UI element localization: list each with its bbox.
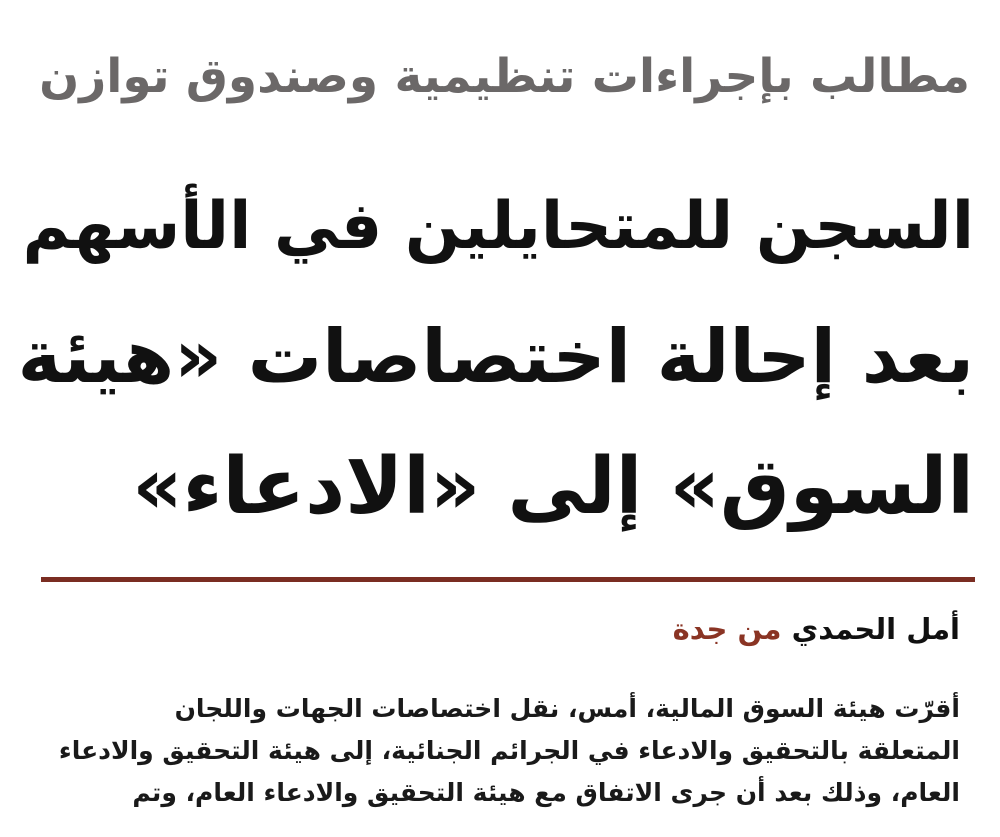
byline xyxy=(673,606,960,652)
body-line: أقرّت هيئة السوق المالية، أمس، نقل اختصاصات الجهات واللجان xyxy=(174,694,960,723)
headline-line: بعد إحالة اختصاصات «هيئة xyxy=(17,314,974,400)
dateline-location: من جدة xyxy=(672,612,782,646)
divider-rule xyxy=(41,577,975,582)
article-body xyxy=(35,688,960,814)
body-line: المتعلقة بالتحقيق والادعاء في الجرائم الجنائية، إلى هيئة التحقيق والادعاء xyxy=(58,736,960,765)
kicker-headline: مطالب بإجراءات تنظيمية وصندوق توازن xyxy=(39,49,970,104)
body-line: العام، وذلك بعد أن جرى الاتفاق مع هيئة التحقيق والادعاء العام، وتم xyxy=(132,778,960,807)
headline-line: السوق» إلى «الادعاء» xyxy=(132,442,974,532)
headline-line: السجن للمتحايلين في الأسهم xyxy=(22,189,974,264)
author-name: أمل الحمدي xyxy=(791,612,960,646)
main-headline xyxy=(14,162,974,552)
